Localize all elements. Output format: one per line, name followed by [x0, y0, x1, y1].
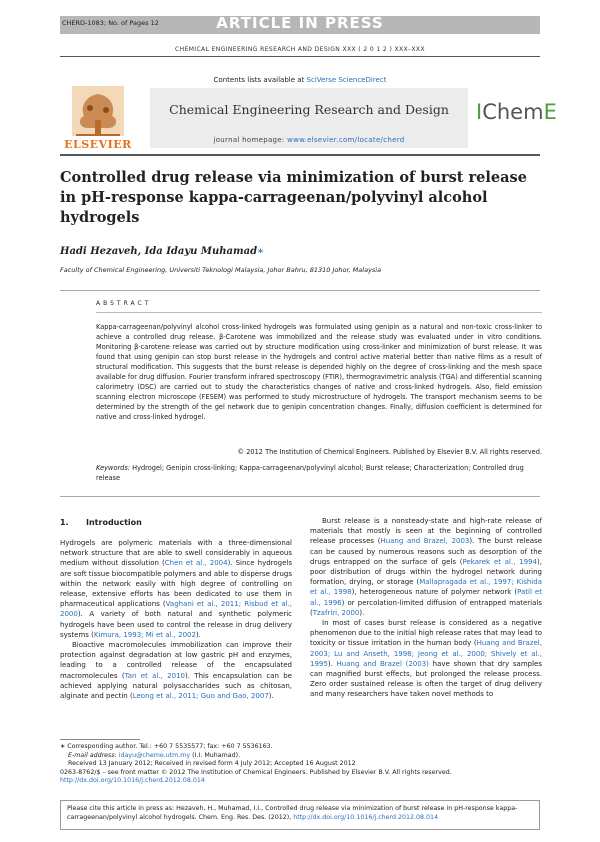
running-head: CHEMICAL ENGINEERING RESEARCH AND DESIGN XXX ( 2 0 1 2 ) XXX–XXX [175, 46, 425, 53]
journal-homepage: journal homepage: www.elsevier.com/locate/cherd [213, 136, 405, 144]
citation-link[interactable]: Mallapragada et al., 1997; Kishida et al., 1998 [310, 578, 542, 597]
abstract-text: Kappa-carrageenan/polyvinyl alcohol cross-linked hydrogels was formulated using genipin as a natural and non-toxic cross-linker to achieve a controlled drug release. β-Carotene was immobilized and the release study was evaluated under in vitro conditions. Monitoring β-carotene release was carried out by structure modification using cross-linker and minimization of burst release. It was found that using genipin can stop burst release in the hydrogels and control active material better than native films as a result of structural modification. This suggests that the burst release is depended highly on the degree of cross-linking and the mesh space available for drug diffusion. Fourier transform infrared spectroscopy (FTIR), thermogravimetric analysis (TGA) and differential scanning calorimetry (DSC) are carried out to study the characteristics changes of native and cross-linked hydrogels. Also, field emission scanning electron microscope (FESEM) was performed to study microstructure of hydrogels. The transport mechanism seems to be determined by the strength of the gel network due to genipin concentration changes. Finally, diffusion coefficient is determined for native and cross-linked hydrogel. [96, 323, 542, 421]
citation-link[interactable]: Huang and Brazel, 2003; Lu and Anseth, 1998; Jeong et al., 2000; Shively et al., 1995 [310, 639, 542, 668]
footnote-rule [60, 739, 140, 740]
paragraph: Bioactive macromolecules immobilization can improve their protection against degradation at low gastric pH and enzymes, leading to a controlled release of the encapsulated macromolecules (Tan et al., 2010). This encapsulation can be achieved applying natural polysaccharides such as chitosan, alginate and pectin (Leong et al., 2011; Guo and Gao, 2007). [60, 641, 292, 701]
doi-link[interactable]: http://dx.doi.org/10.1016/j.cherd.2012.08.014 [60, 777, 205, 785]
banner-title: ARTICLE IN PRESS [216, 14, 384, 32]
abstract-bottom-divider [60, 496, 540, 497]
keywords: Keywords: Hydrogel; Genipin cross-linking; Kappa-carrageenan/polyvinyl alcohol; Burst release; Characterization; Controlled drug release [96, 464, 524, 482]
citation-link[interactable]: Leong et al., 2011; Guo and Gao, 2007 [132, 692, 269, 701]
email-link[interactable]: idayu@cheme.utm.my [118, 751, 191, 759]
journal-title: Chemical Engineering Research and Design [169, 102, 449, 117]
section-heading: 1. Introduction [60, 518, 142, 527]
footnotes: ∗ Corresponding author. Tel.: +60 7 5535577; fax: +60 7 5536163. E-mail address: idayu@cheme.utm.my (I.I. Muhamad). Received 13 January 2012; Received in revised form 4 July 2012; Accepted 16 August 2012 0263-8762/$ – see front matter © 2012 The Institution of Chemical Engineers. Published by Elsevier B.V. All rights reserved. http://dx.doi.org/10.1016/j.cherd.2012.08.014 [60, 743, 540, 786]
masthead-divider [60, 154, 540, 156]
right-column [310, 516, 542, 700]
copyright-line: © 2012 The Institution of Chemical Engineers. Published by Elsevier B.V. All rights reserved. [237, 448, 542, 456]
article-title: Controlled drug release via minimization of burst release in pH-response kappa-carrageenan/polyvinyl alcohol hydrogels [60, 169, 527, 226]
affiliation: Faculty of Chemical Engineering, Universiti Teknologi Malaysia, Johor Bahru, 81310 Johor, Malaysia [60, 266, 382, 274]
paragraph: Hydrogels are polymeric materials with a three-dimensional network structure that are able to swell considerably in aqueous medium without dissolution (Chen et al., 2004). Since hydrogels are soft tissue biocompatible polymers and able to disperse drugs within the network easily with high degree of controlling on release, extensive efforts has been dedicated to use them in pharmaceutical applications (Vaghani et al., 2011; Risbud et al., 2000). A variety of both natural and synthetic polymeric hydrogels have been used to control the release in drug delivery systems (Kimura, 1993; Mi et al., 2002). [60, 539, 293, 639]
citation-link[interactable]: Patil et al., 1996 [310, 588, 542, 607]
elsevier-wordmark: ELSEVIER [64, 138, 132, 151]
homepage-link[interactable]: www.elsevier.com/locate/cherd [287, 136, 405, 144]
citation-link[interactable]: Huang and Brazel, 2003 [380, 537, 470, 546]
abstract-divider [96, 312, 542, 313]
citation-link[interactable]: Tan et al., 2010 [124, 671, 185, 680]
sciverse-link[interactable]: SciVerse ScienceDirect [306, 76, 387, 84]
contents-line: Contents lists available at SciVerse ScienceDirect [213, 76, 387, 84]
article-id-label: CHERD-1083; No. of Pages 12 [62, 19, 159, 27]
citation-link[interactable]: Kimura, 1993; Mi et al., 2002 [93, 630, 196, 639]
divider [60, 56, 540, 57]
paragraph: In most of cases burst release is considered as a negative phenomenon due to the initial high release rates that may lead to toxicity or tissue irritation in the human body (Huang and Brazel, 2003; Lu and Anseth, 1998; Jeong et al., 2000; Shively et al., 1995). Huang and Brazel (2003) have shown that dry samples can magnified burst effects, but prolonged the release process. Zero order sustained release is often the target of drug delivery and many researchers have taken novel methods to [310, 619, 543, 699]
citation-link[interactable]: Tzafriri, 2000 [312, 608, 360, 617]
citation-doi-link[interactable]: http://dx.doi.org/10.1016/j.cherd.2012.08.014 [293, 814, 439, 821]
left-column [60, 538, 292, 701]
abstract-heading: ABSTRACT [96, 300, 152, 307]
citation-box: Please cite this article in press as: Hezaveh, H., Muhamad, I.I., Controlled drug release via minimization of burst release in pH-response kappa-carrageenan/polyvinyl alcohol hydrogels. Chem. Eng. Res. Des. (2012), http://dx.doi.org/10.1016/j.cherd.2012.08.014 [60, 800, 540, 830]
abstract-top-divider [60, 290, 540, 291]
ichem-logo: IChemE [476, 100, 557, 124]
citation-link[interactable]: Vaghani et al., 2011; Risbud et al., 2000 [60, 600, 293, 619]
citation-link[interactable]: Pekarek et al., 1994 [462, 557, 538, 566]
authors: Hadi Hezaveh, Ida Idayu Muhamad∗ [60, 246, 264, 257]
citation-link[interactable]: Huang and Brazel (2003) [336, 659, 429, 668]
paragraph: Burst release is a nonsteady-state and high-rate release of materials that mostly is seen at the beginning of controlled release processes (Huang and Brazel, 2003). The burst release can be caused by numerous reasons such as desorption of the drugs entrapped on the surface of gels (Pekarek et al., 1994), poor distribution of drugs within the hydrogel network during formation, drying, or storage (Mallapragada et al., 1997; Kishida et al., 1998), heterogeneous nature of polymer network (Patil et al., 1996) or percolation-limited diffusion of entrapped materials (Tzafriri, 2000). [310, 517, 543, 617]
citation-link[interactable]: Chen et al., 2004 [164, 559, 228, 568]
corresponding-mark[interactable]: ∗ [257, 246, 264, 257]
